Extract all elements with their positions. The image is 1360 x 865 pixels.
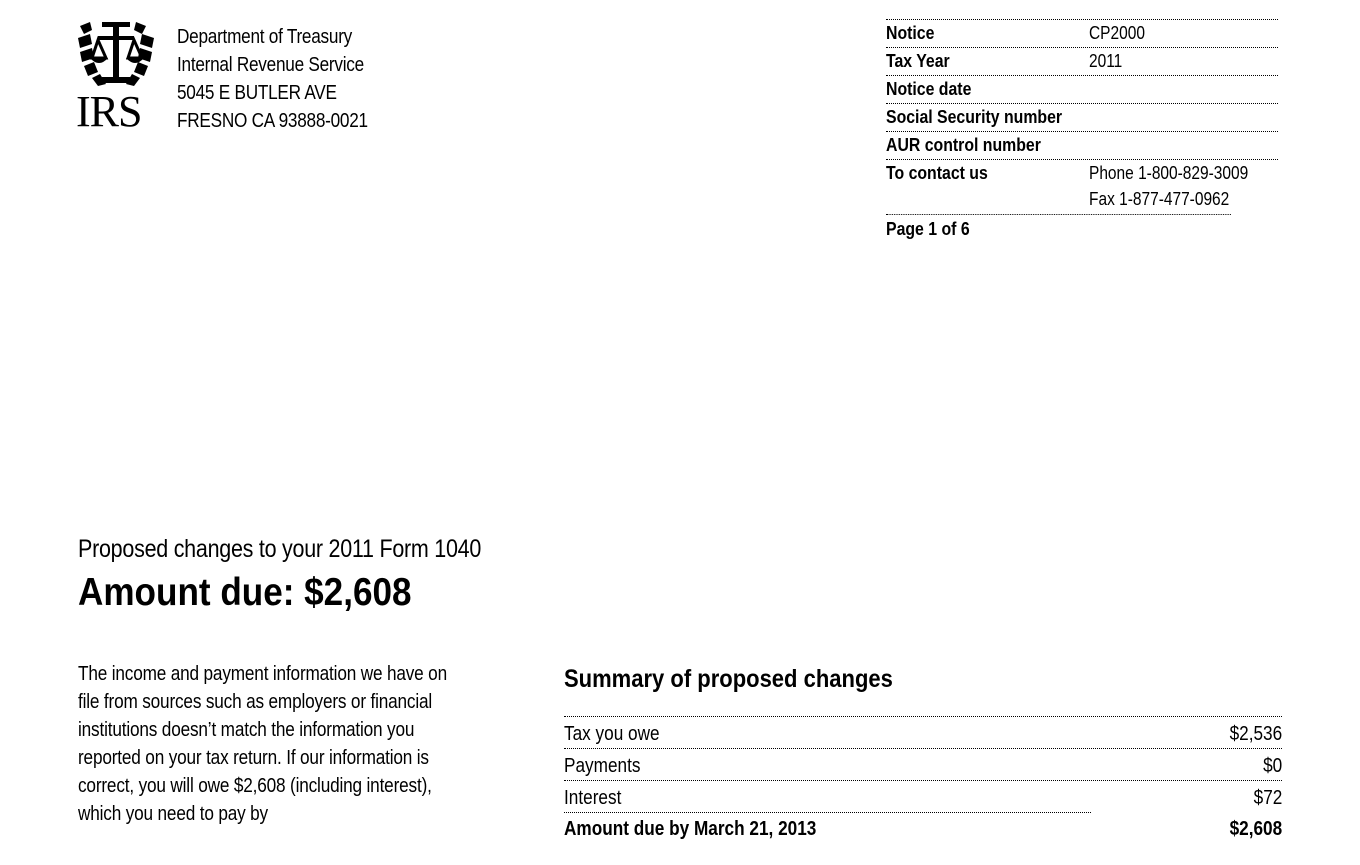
summary-value: $0	[1262, 755, 1282, 777]
sender-line: 5045 E BUTLER AVE	[177, 82, 337, 104]
info-label: Notice	[886, 23, 935, 43]
summary-table	[564, 716, 1282, 843]
body-line: correct, you will owe $2,608 (including interest),	[78, 775, 432, 797]
summary-total-value: $2,608	[1229, 818, 1282, 840]
sender-address	[177, 23, 368, 135]
irs-eagle-scales-icon	[76, 18, 162, 90]
info-value: 2011	[1089, 51, 1123, 71]
summary-row-total	[564, 812, 1282, 843]
info-label: Notice date	[886, 79, 972, 99]
summary-title: Summary of proposed changes	[564, 665, 893, 693]
summary-value: $2,536	[1229, 723, 1282, 745]
info-value	[1089, 132, 1252, 159]
info-label: AUR control number	[886, 135, 1041, 155]
info-row-aur-control	[886, 131, 1278, 159]
summary-label: Payments	[564, 755, 641, 777]
info-row-contact	[886, 159, 1278, 214]
contact-fax: Fax 1-877-477-0962	[1089, 189, 1230, 209]
info-row-notice-date	[886, 75, 1278, 103]
summary-label: Tax you owe	[564, 723, 660, 745]
body-line: file from sources such as employers or financial	[78, 691, 433, 713]
info-row-tax-year	[886, 47, 1278, 75]
proposed-changes-heading: Proposed changes to your 2011 Form 1040	[78, 535, 482, 563]
page-number: Page 1 of 6	[886, 214, 1231, 243]
irs-logo-text: IRS	[76, 87, 142, 136]
summary-row-tax-owed	[564, 716, 1282, 748]
info-label: Tax Year	[886, 51, 950, 71]
contact-phone: Phone 1-800-829-3009	[1089, 163, 1249, 183]
body-line: which you need to pay by	[78, 803, 268, 825]
info-row-ssn	[886, 103, 1278, 131]
body-line: The income and payment information we have on	[78, 663, 447, 685]
sender-line: Department of Treasury	[177, 26, 353, 48]
sender-line: Internal Revenue Service	[177, 54, 364, 76]
info-row-notice	[886, 19, 1278, 47]
info-label: Social Security number	[886, 107, 1063, 127]
summary-total-label: Amount due by March 21, 2013	[564, 818, 817, 840]
info-label: To contact us	[886, 163, 988, 183]
info-value	[1089, 104, 1252, 131]
summary-row-interest	[564, 780, 1282, 812]
info-value: CP2000	[1089, 23, 1145, 43]
summary-label: Interest	[564, 787, 622, 809]
summary-row-payments	[564, 748, 1282, 780]
irs-logo	[76, 18, 162, 136]
contact-values	[1089, 160, 1252, 212]
body-paragraph	[78, 660, 491, 828]
body-line: institutions doesn’t match the information you	[78, 719, 415, 741]
info-value	[1089, 76, 1252, 103]
notice-info-table	[886, 19, 1278, 243]
summary-value: $72	[1253, 787, 1282, 809]
amount-due-heading: Amount due: $2,608	[78, 571, 412, 614]
sender-line: FRESNO CA 93888-0021	[177, 110, 368, 132]
body-line: reported on your tax return. If our information is	[78, 747, 429, 769]
